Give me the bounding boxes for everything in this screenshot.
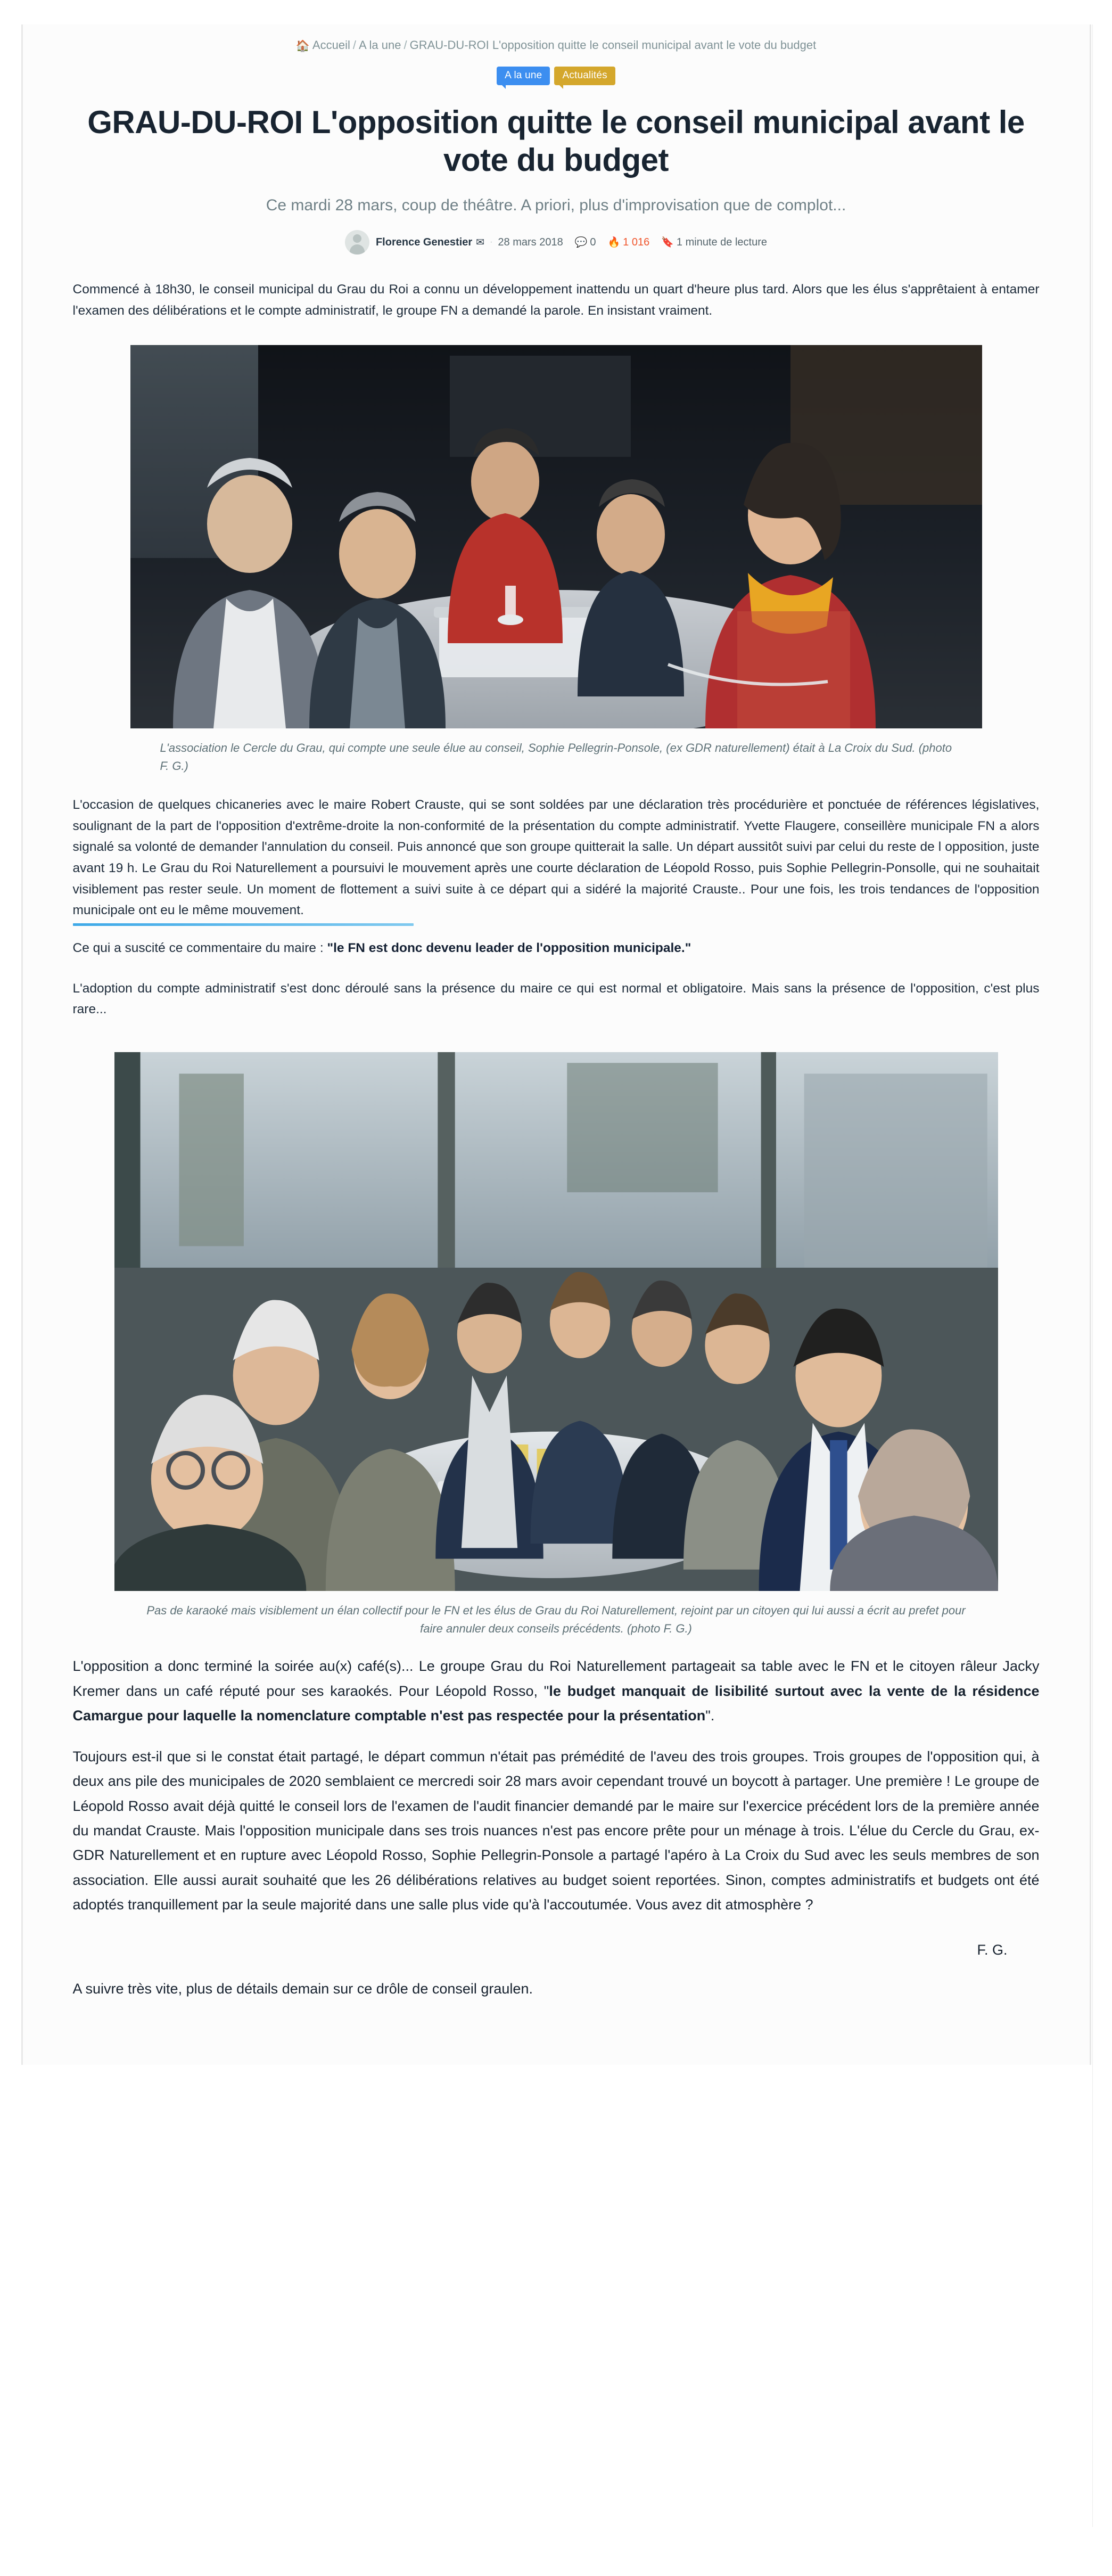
page-title: GRAU-DU-ROI L'opposition quitte le conseil municipal avant le vote du budget — [87, 104, 1025, 178]
paragraph-2: L'occasion de quelques chicaneries avec le maire Robert Crauste, qui se sont soldées par une déclaration très procédurière et ponctuée de références législatives, soulignant de la part de l'opposition d'extrême-droite la non-conformité de la présentation du compte administratif. Yvette Flaugere, conseillère municipale FN a alors signalé sa volonté de demander l'annulation du conseil. Puis annoncé que son groupe quitterait la salle. Un départ aussitôt suivi par celui du reste de l opposition, juste avant 19 h. Le Grau du Roi Naturellement a poursuivi le mouvement après une courte déclaration de Léopold Rosso, puis Sophie Pellegrin-Ponsolle, qui ne souhaitait visiblement pas rester seule. Un moment de flottement a suivi suite à ce départ qui a sidéré la majorité Crauste.. Pour une fois, les trois tendances de l'opposition municipale ont eu le même mouvement. — [72, 797, 1040, 918]
category-badge-a-la-une[interactable]: A la une — [497, 67, 550, 85]
paragraph-6: Toujours est-il que si le constat était partagé, le départ commun n'était pas prémédité de l'aveu des trois groupes. Trois groupes de l'opposition qui, à deux ans pile des municipales de 2020 semblaient ce mercredi soir 28 mars avoir cependant trouvé un boycott à partager. Une première ! Le groupe de Léopold Rosso avait déjà quitté le conseil lors de l'examen de l'audit financier demandé par le maire sur l'exercice précédent lors de la première année du mandat Crauste. Mais l'opposition municipale dans ses trois nuances n'est pas encore prête pour un ménage à trois. L'élue du Cercle du Grau, ex-GDR Naturellement et en rupture avec Léopold Rosso, Sophie Pellegrin-Ponsole a partagé l'apéro à La Croix du Sud avec les seuls membres de son association. Elle aussi aurait souhaité que les 26 délibérations relatives au budget soient reportées. Sinon, comptes administratifs et budgets ont été adoptés tranquillement par la seule majorité dans une salle plus vide qu'à l'accoutumée. Vous avez dit atmosphère ? — [72, 1748, 1040, 1913]
breadcrumb-item-current: GRAU-DU-ROI L'opposition quitte le conseil municipal avant le vote du budget — [409, 38, 817, 52]
figure-table-opposition — [114, 1052, 998, 1638]
author-signature: F. G. — [977, 1941, 1008, 1958]
text-highlight-bar — [73, 923, 414, 926]
photo-cercle-du-grau — [130, 345, 982, 728]
meta-separator-dot: · — [490, 237, 493, 247]
photo-table-opposition — [114, 1052, 998, 1591]
breadcrumb — [23, 24, 1090, 59]
view-count — [608, 236, 650, 249]
breadcrumb-separator: / — [403, 38, 407, 52]
home-icon: 🏠 — [295, 40, 310, 52]
figure-caption: L'association le Cercle du Grau, qui compte une seule élue au conseil, Sophie Pellegrin-Ponsole, (ex GDR naturellement) était à La Croix du Sud. (photo F. G.) — [160, 741, 952, 773]
flame-icon: 🔥 — [607, 237, 621, 249]
envelope-icon[interactable]: ✉ — [476, 236, 485, 248]
paragraph-3 — [73, 938, 1040, 959]
author-name[interactable]: Florence Genestier — [375, 236, 473, 248]
paragraph-7: A suivre très vite, plus de détails demain sur ce drôle de conseil graulen. — [72, 1980, 533, 1997]
category-badges — [23, 67, 1090, 88]
comment-count-value: 0 — [590, 236, 596, 248]
avatar — [345, 230, 369, 255]
page-right-rule — [1092, 24, 1093, 2527]
paragraph-1: Commencé à 18h30, le conseil municipal du Grau du Roi a connu un développement inattendu un quart d'heure plus tard. Alors que les élus s'apprêtaient à entamer l'examen des délibérations et le compte administratif, le groupe FN a demandé la parole. En insistant vraiment. — [72, 282, 1040, 318]
reading-time-value: 1 minute de lecture — [676, 236, 768, 248]
comment-count[interactable] — [575, 236, 596, 249]
breadcrumb-separator: / — [352, 38, 356, 52]
publish-date: 28 mars 2018 — [498, 236, 563, 248]
category-badge-actualites[interactable]: Actualités — [554, 67, 615, 85]
paragraph-5-part-a: L'opposition a donc terminé la soirée au(x) café(s)... Le groupe Grau du Roi Naturellement partageait sa table avec le FN et le citoyen râleur Jacky Kremer dans un café réputé pour ses karaokés. Pour Léopold Rosso, " — [72, 1658, 1040, 1699]
article-card — [21, 24, 1091, 2065]
article-body — [47, 279, 1065, 2001]
view-count-value: 1 016 — [623, 236, 650, 248]
mayor-comment-prefix: Ce qui a suscité ce commentaire du maire : — [72, 940, 327, 955]
rosso-quote-bold: le budget manquait de lisibilité surtout avec la vente de la résidence Camargue pour laquelle la nomenclature comptable n'est pas respectée pour la présentation — [72, 1683, 1040, 1724]
paragraph-5-part-b: ". — [705, 1708, 715, 1724]
figure-cercle-du-grau — [130, 345, 982, 775]
breadcrumb-item-category[interactable]: A la une — [358, 38, 401, 52]
breadcrumb-item-home[interactable]: Accueil — [312, 38, 350, 52]
reading-time — [661, 236, 767, 249]
paragraph-4: L'adoption du compte administratif s'est donc déroulé sans la présence du maire ce qui est normal et obligatoire. Mais sans la présence de l'opposition, c'est plus rare... — [72, 981, 1040, 1017]
article-meta — [23, 230, 1090, 255]
mayor-comment-quote: "le FN est donc devenu leader de l'opposition municipale." — [327, 940, 691, 955]
figure-caption: Pas de karaoké mais visiblement un élan collectif pour le FN et les élus de Grau du Roi Naturellement, rejoint par un citoyen qui lui aussi a écrit au prefet pour faire annuler deux conseils précédents. (photo F. G.) — [146, 1604, 966, 1636]
article-subtitle: Ce mardi 28 mars, coup de théâtre. A priori, plus d'improvisation que de complot... — [266, 196, 846, 214]
bookmark-icon: 🔖 — [661, 237, 674, 249]
comment-icon: 💬 — [574, 237, 588, 249]
paragraph-5 — [73, 1654, 1040, 1728]
